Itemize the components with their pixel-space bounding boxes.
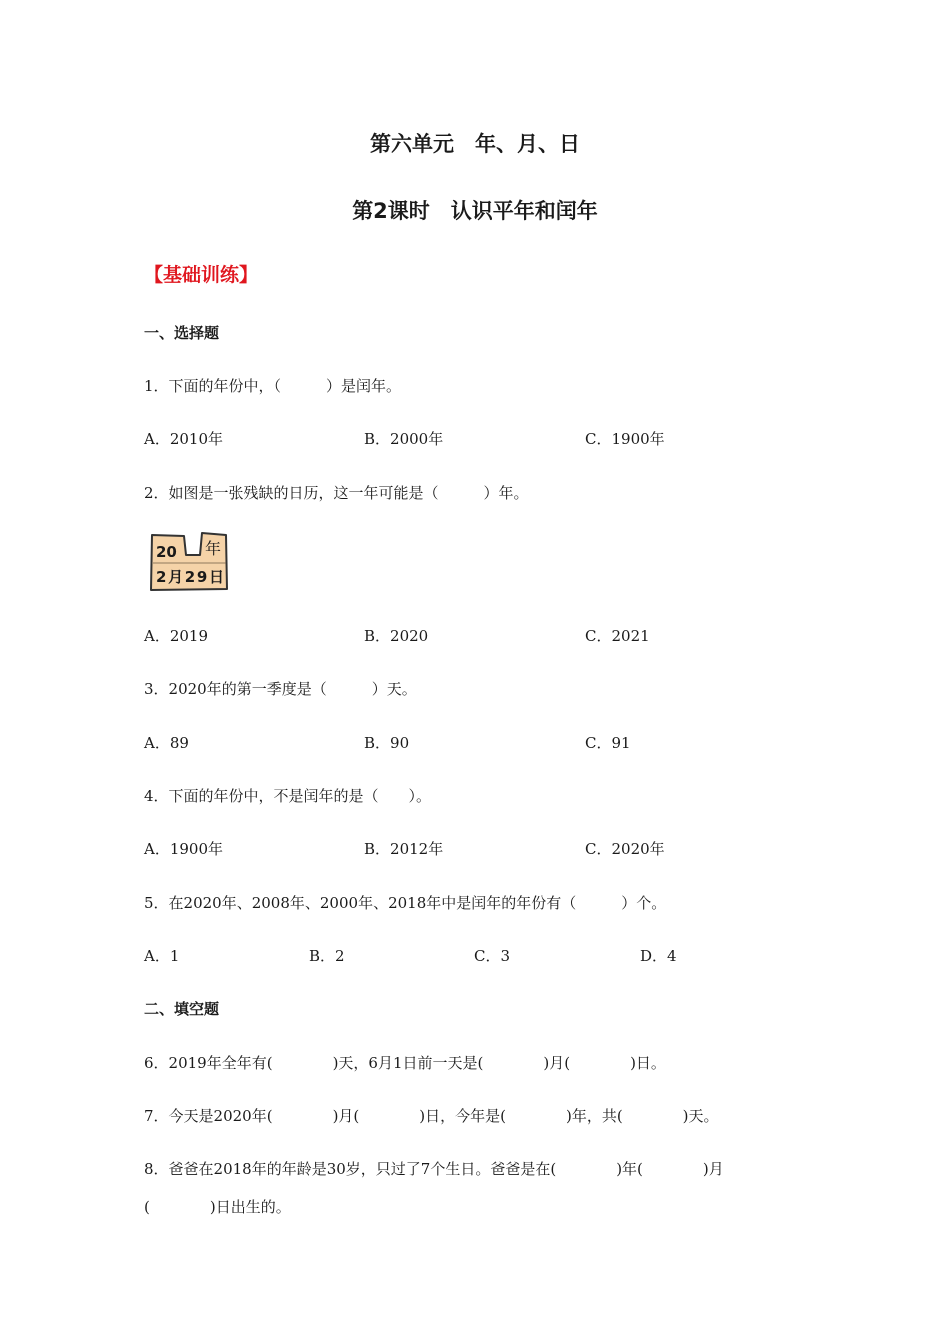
question-7: 7．今天是2020年( )月( )日，今年是( )年，共( )天。 (144, 1107, 719, 1125)
torn-calendar-icon (148, 529, 230, 593)
lesson-title: 第2课时 认识平年和闰年 (352, 199, 598, 223)
q3-option-c: C．91 (585, 734, 631, 752)
question-5: 5．在2020年、2008年、2000年、2018年中是闰年的年份有（ ）个。 (144, 894, 667, 912)
calendar-date: 2月29日 (156, 568, 224, 586)
q4-option-b: B．2012年 (364, 840, 444, 858)
q5-option-c: C．3 (474, 947, 511, 965)
torn-calendar-image (148, 529, 230, 597)
q5-option-b: B．2 (309, 947, 345, 965)
q3-option-a: A．89 (144, 734, 189, 752)
q3-option-b: B．90 (364, 734, 410, 752)
q1-option-c: C．1900年 (585, 430, 665, 448)
section-label: 【基础训练】 (144, 264, 259, 286)
question-6: 6．2019年全年有( )天，6月1日前一天是( )月( )日。 (144, 1054, 666, 1072)
question-4: 4．下面的年份中，不是闰年的是（ ）。 (144, 787, 432, 805)
question-2: 2．如图是一张残缺的日历，这一年可能是（ ）年。 (144, 484, 529, 502)
calendar-year-prefix: 20 (156, 543, 177, 561)
q5-option-a: A．1 (144, 947, 180, 965)
q5-option-d: D．4 (640, 947, 677, 965)
part1-heading: 一、选择题 (144, 324, 220, 342)
q2-option-a: A．2019 (144, 627, 209, 645)
question-1: 1．下面的年份中，（ ）是闰年。 (144, 377, 402, 395)
question-8-line-1: 8．爸爸在2018年的年龄是30岁，只过了7个生日。爸爸是在( )年( )月 (144, 1160, 724, 1178)
q2-option-b: B．2020 (364, 627, 429, 645)
q1-option-b: B．2000年 (364, 430, 444, 448)
calendar-year-suffix: 年 (205, 539, 222, 558)
part2-heading: 二、填空题 (144, 1000, 220, 1018)
unit-title: 第六单元 年、月、日 (370, 132, 580, 156)
question-8-line-2: ( )日出生的。 (144, 1198, 291, 1216)
q2-option-c: C．2021 (585, 627, 650, 645)
q4-option-a: A．1900年 (144, 840, 224, 858)
q1-option-a: A．2010年 (144, 430, 224, 448)
q4-option-c: C．2020年 (585, 840, 665, 858)
question-3: 3．2020年的第一季度是（ ）天。 (144, 680, 417, 698)
